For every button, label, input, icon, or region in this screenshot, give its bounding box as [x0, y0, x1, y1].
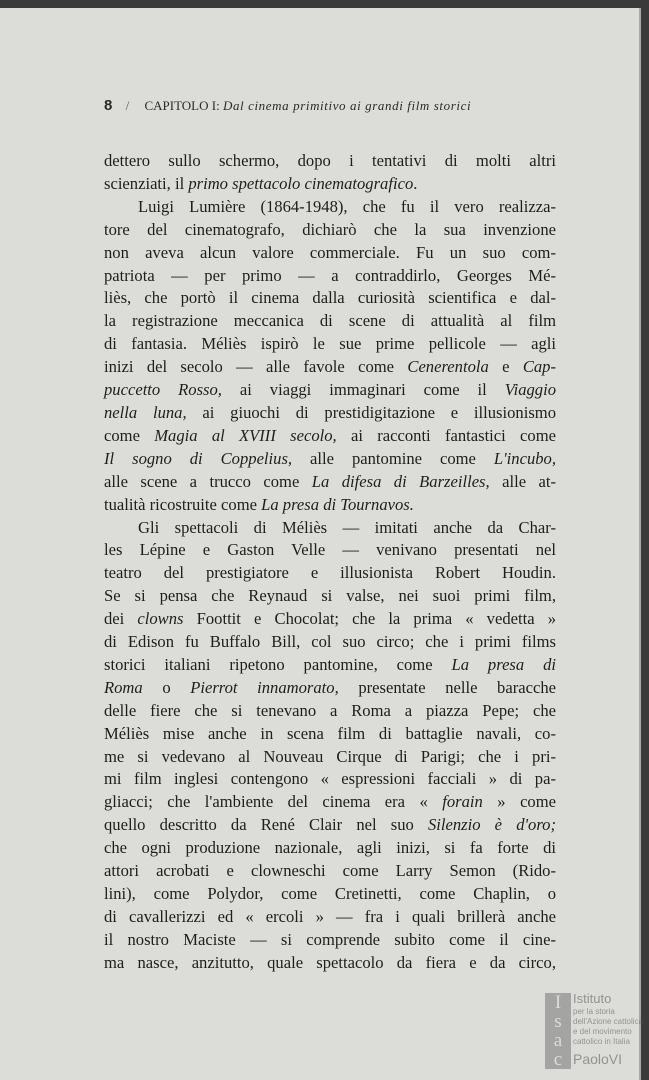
text-run: teatro del prestigiatore e illusionista Robert Houdin. [104, 563, 556, 583]
italic-text: nella luna, [104, 402, 187, 422]
text-run: mi film inglesi contengono « espressioni facciali » di pa- [104, 769, 556, 789]
italic-text: L'incubo, [493, 448, 556, 468]
italic-text: puccetto Rosso, [104, 380, 222, 400]
body-text [104, 150, 556, 975]
text-run: me si vedevano al Nouveau Cirque di Parigi; che i pri- [104, 746, 556, 766]
italic-text: Silenzio è d'oro; [427, 815, 556, 835]
text-line [104, 173, 556, 196]
text-run: non aveva alcun valore commerciale. Fu un suo com- [104, 242, 556, 262]
italic-text: Pierrot innamorato, [190, 677, 339, 697]
text-line [104, 929, 556, 952]
text-run: di fantasia. Méliès ispirò le sue prime pellicole — agli [104, 334, 556, 354]
text-run: alle scene a trucco come [104, 471, 312, 491]
text-run: il nostro Maciste — si comprende subito come il cine- [104, 929, 556, 949]
text-line [104, 310, 556, 333]
text-line [104, 585, 556, 608]
text-run: patriota — per primo — a contraddirlo, Georges Mé- [104, 265, 556, 285]
text-line [104, 608, 556, 631]
text-run: attori acrobati e clowneschi come Larry Semon (Rido- [104, 861, 556, 881]
text-run: presentate nelle baracche [338, 677, 556, 697]
text-run: Gli spettacoli di Méliès — imitati anche da Char- [138, 517, 556, 537]
text-line [104, 494, 556, 517]
text-line [104, 402, 556, 425]
text-line [104, 356, 556, 379]
italic-text: Roma [104, 677, 143, 697]
text-line [104, 448, 556, 471]
text-run: di cavallerizzi ed « ercoli » — fra i quali brillerà anche [104, 906, 556, 926]
text-line [104, 883, 556, 906]
logo-line: Istituto [573, 991, 612, 1006]
text-run: lini), come Polydor, come Cretinetti, come Chaplin, o [104, 884, 556, 903]
text-run: . [413, 173, 418, 193]
text-run: ai racconti fantastici come [336, 425, 556, 445]
text-run: che ogni produzione nazionale, agli inizi, si fa forte di [104, 838, 556, 858]
italic-text: forain [442, 792, 483, 812]
text-run: storici italiani ripetono pantomine, come [104, 654, 452, 674]
text-run: Foottit e Chocolat; che la prima « vedetta » [183, 609, 556, 629]
text-run: la registrazione meccanica di scene di attualità al film [104, 311, 556, 331]
paragraph [104, 150, 556, 196]
text-line [104, 791, 556, 814]
text-run: ai viaggi immaginari come il [221, 380, 505, 400]
text-line [104, 837, 556, 860]
isacem-logo [545, 993, 645, 1071]
text-run: e [488, 357, 523, 377]
text-run: Se si pensa che Reynaud si valse, nei suoi primi film, [104, 586, 556, 606]
text-run: ma nasce, anzitutto, quale spettacolo da fiera e da circo, [104, 952, 556, 972]
italic-text: primo spettacolo cinematografico [188, 173, 414, 193]
text-line [104, 196, 556, 219]
logo-line: cattolico in Italia [573, 1037, 630, 1046]
italic-text: Il sogno di Coppelius, [104, 448, 293, 468]
text-run: dei [104, 609, 138, 629]
text-line [104, 242, 556, 265]
page-number: 8 [104, 97, 113, 114]
chapter-title: Dal cinema primitivo ai grandi film storici [222, 98, 472, 113]
italic-text: Magia al XVIII secolo, [154, 425, 337, 445]
text-line [104, 265, 556, 288]
italic-text: Cap- [522, 357, 556, 377]
text-run: les Lépine e Gaston Velle — venivano presentati nel [104, 540, 556, 560]
text-run: liès, che portò il cinema dalla curiosità scientifica e dal- [104, 288, 556, 308]
text-run: o [142, 677, 191, 697]
italic-text: La presa di [451, 654, 556, 674]
text-run: di Edison fu Buffalo Bill, col suo circo; che i primi films [104, 632, 556, 652]
text-run: gliacci; che l'ambiente del cinema era « [104, 792, 443, 812]
text-line [104, 952, 556, 975]
italic-text: La presa di Tournavos. [261, 494, 414, 514]
italic-text: Cenerentola [407, 357, 489, 377]
text-line [104, 150, 556, 173]
text-line [104, 746, 556, 769]
text-run: » come [482, 792, 557, 812]
chapter-label: CAPITOLO I: [144, 98, 220, 113]
text-run: alle pantomine come [292, 448, 494, 468]
paragraph [104, 196, 556, 517]
logo-line: per la storia [573, 1007, 615, 1016]
text-line [104, 700, 556, 723]
book-page [0, 8, 644, 1080]
text-line [104, 539, 556, 562]
text-line [104, 860, 556, 883]
paragraph [104, 517, 556, 975]
text-run: ai giuochi di prestidigitazione e illusionismo [186, 402, 556, 422]
text-run: scienziati, il [104, 173, 189, 193]
text-line [104, 333, 556, 356]
italic-text: clowns [137, 609, 184, 629]
text-line [104, 562, 556, 585]
italic-text: La difesa di Barzeilles, [311, 471, 490, 491]
text-line [104, 814, 556, 837]
text-line [104, 425, 556, 448]
text-line [104, 906, 556, 929]
running-header [104, 97, 471, 114]
text-run: tore del cinematografo, dichiarò che la sua invenzione [104, 219, 556, 239]
header-separator: / [125, 98, 130, 113]
text-line [104, 379, 556, 402]
text-run: Luigi Lumière (1864-1948), che fu il vero realizza- [138, 196, 556, 216]
text-run: dettero sullo schermo, dopo i tentativi di molti altri [104, 151, 556, 170]
text-run: quello descritto da René Clair nel suo [104, 815, 428, 835]
text-line [104, 471, 556, 494]
logo-line: dell'Azione cattolica [573, 1017, 644, 1026]
logo-letters: I s a c [545, 993, 571, 1069]
text-line [104, 219, 556, 242]
text-line [104, 654, 556, 677]
text-run: delle fiere che si tenevano a Roma a piazza Pepe; che [104, 700, 556, 720]
text-run: tualità ricostruite come [104, 494, 262, 514]
italic-text: Viaggio [504, 380, 556, 400]
logo-line: PaoloVI [573, 1051, 623, 1067]
logo-line: e del movimento [573, 1027, 632, 1036]
text-run: Méliès mise anche in scena film di battaglie navali, co- [104, 723, 556, 743]
text-line [104, 287, 556, 310]
text-line [104, 677, 556, 700]
text-run: alle at- [489, 471, 557, 491]
text-line [104, 723, 556, 746]
text-run: inizi del secolo — alle favole come [104, 357, 408, 377]
text-line [104, 768, 556, 791]
text-line [104, 517, 556, 540]
text-line [104, 631, 556, 654]
text-run: come [104, 425, 155, 445]
